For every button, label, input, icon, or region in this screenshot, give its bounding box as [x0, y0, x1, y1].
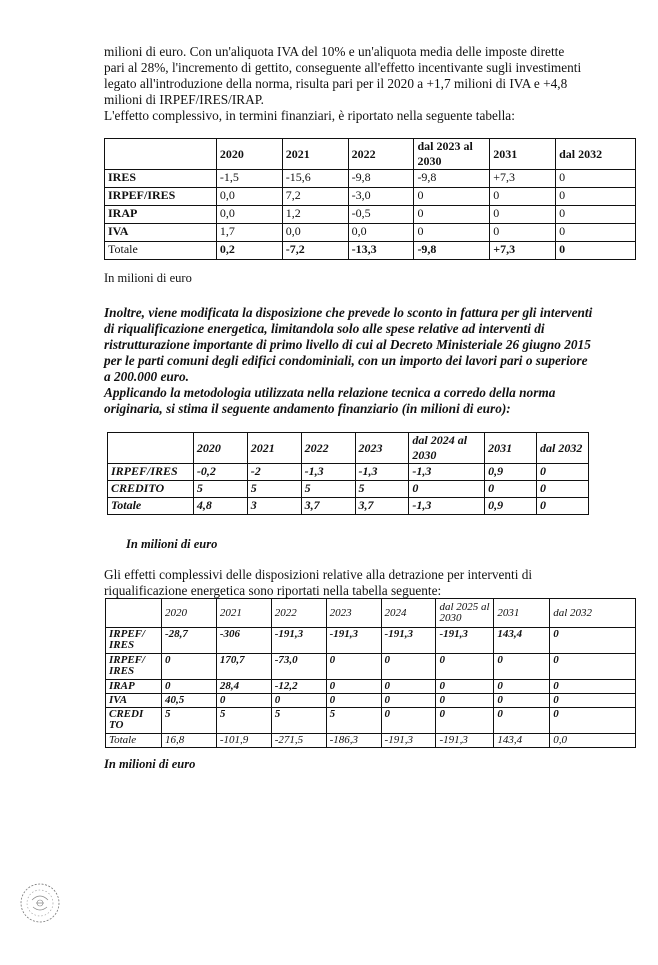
intro-line: L'effetto complessivo, in termini finanziari, è riportato nella seguente tabella: — [104, 108, 515, 123]
table-cell: 3,7 — [355, 498, 409, 515]
header-cell: 2022 — [301, 433, 355, 464]
table-cell: 0 — [556, 170, 636, 188]
header-cell: dal 2024 al 2030 — [409, 433, 485, 464]
header-cell: 2023 — [355, 433, 409, 464]
table-cell: -191,3 — [436, 628, 494, 654]
header-cell: 2021 — [216, 599, 271, 628]
table-cell: -1,3 — [301, 464, 355, 481]
table-cell: 0,9 — [485, 464, 537, 481]
table-header-row — [105, 139, 636, 170]
header-cell: 2031 — [485, 433, 537, 464]
table-cell: -1,3 — [409, 498, 485, 515]
table-cell: 0 — [436, 654, 494, 680]
header-cell: 2031 — [490, 139, 556, 170]
header-cell: dal 2025 al 2030 — [436, 599, 494, 628]
row-label: IRAP — [105, 206, 217, 224]
table-cell: 0 — [556, 242, 636, 260]
table-cell: 0 — [550, 654, 636, 680]
table-cell: 28,4 — [216, 680, 271, 694]
table-cell: 0 — [414, 206, 490, 224]
table-row — [108, 464, 589, 481]
row-label: IVA — [106, 694, 162, 708]
table-cell: -186,3 — [326, 734, 381, 748]
table-cell: 0 — [381, 708, 436, 734]
table-cell: -1,3 — [409, 464, 485, 481]
table-cell: 0 — [550, 628, 636, 654]
table-cell: 0 — [494, 680, 550, 694]
table-cell: 0,9 — [485, 498, 537, 515]
table-cell: -306 — [216, 628, 271, 654]
table-cell: 1,2 — [282, 206, 348, 224]
table-cell: 0 — [550, 680, 636, 694]
header-cell: 2021 — [247, 433, 301, 464]
paragraph-line: di riqualificazione energetica, limitandola solo alle spese relative ad interventi di — [104, 321, 545, 336]
table-cell: 143,4 — [494, 628, 550, 654]
table-header-row — [106, 599, 636, 628]
paragraph-line: Gli effetti complessivi delle disposizioni relative alla detrazione per interventi di — [104, 567, 533, 582]
row-label: IRAP — [106, 680, 162, 694]
header-cell: dal 2023 al 2030 — [414, 139, 490, 170]
intro-line: milioni di IRPEF/IRES/IRAP. — [104, 92, 264, 107]
table-overall-effects — [105, 598, 636, 748]
paragraph-line: Applicando la metodologia utilizzata nella relazione tecnica a corredo della norma — [104, 385, 556, 400]
table-row — [106, 694, 636, 708]
table-cell: 0,0 — [216, 188, 282, 206]
table-cell: 0 — [161, 654, 216, 680]
table-cell: 0 — [556, 188, 636, 206]
table-cell: 0 — [490, 224, 556, 242]
table-row — [105, 188, 636, 206]
table-cell: 5 — [247, 481, 301, 498]
table-cell: 16,8 — [161, 734, 216, 748]
row-label: CREDITO — [108, 481, 194, 498]
header-cell: dal 2032 — [550, 599, 636, 628]
table-cell: 143,4 — [494, 734, 550, 748]
table-cell: 0 — [381, 694, 436, 708]
table-cell: 3 — [247, 498, 301, 515]
header-cell: 2022 — [271, 599, 326, 628]
header-cell: 2024 — [381, 599, 436, 628]
table-header-row — [108, 433, 589, 464]
table-cell: 0 — [436, 708, 494, 734]
table-cell: -9,8 — [414, 242, 490, 260]
row-label: IRPEF/ IRES — [106, 654, 162, 680]
table-cell: 0 — [490, 188, 556, 206]
table-cell: 0 — [326, 680, 381, 694]
table-cell: 5 — [216, 708, 271, 734]
table-cell: -3,0 — [348, 188, 414, 206]
header-cell: 2020 — [161, 599, 216, 628]
table-cell: 0 — [409, 481, 485, 498]
table-cell: -191,3 — [381, 628, 436, 654]
paragraph-line: riqualificazione energetica sono riportati nella tabella seguente: — [104, 583, 442, 598]
table-note: In milioni di euro — [104, 271, 192, 285]
table-cell: 1,7 — [216, 224, 282, 242]
header-cell: 2020 — [216, 139, 282, 170]
header-cell — [106, 599, 162, 628]
table-total-row — [105, 242, 636, 260]
table-cell: -13,3 — [348, 242, 414, 260]
table-total-row — [106, 734, 636, 748]
table-row — [106, 680, 636, 694]
table-cell: -9,8 — [348, 170, 414, 188]
table-cell: 0 — [436, 680, 494, 694]
header-cell: 2021 — [282, 139, 348, 170]
table-cell: 0 — [494, 694, 550, 708]
table-cell: 0 — [485, 481, 537, 498]
table-cell: 0,0 — [282, 224, 348, 242]
table-cell: 5 — [161, 708, 216, 734]
table-cell: -9,8 — [414, 170, 490, 188]
table-cell: 3,7 — [301, 498, 355, 515]
table-cell: 0 — [436, 694, 494, 708]
table-cell: 7,2 — [282, 188, 348, 206]
table-cell: +7,3 — [490, 242, 556, 260]
table-cell: 5 — [271, 708, 326, 734]
table-cell: -1,5 — [216, 170, 282, 188]
table-discount-effects — [107, 432, 589, 515]
table-cell: 170,7 — [216, 654, 271, 680]
header-cell: dal 2032 — [556, 139, 636, 170]
table-cell: -73,0 — [271, 654, 326, 680]
header-cell: 2023 — [326, 599, 381, 628]
table-row — [108, 481, 589, 498]
row-label: Totale — [105, 242, 217, 260]
table-row — [106, 654, 636, 680]
intro-line: legato all'introduzione della norma, risulta pari per il 2020 a +1,7 milioni di IVA e +4,8 — [104, 76, 568, 91]
header-cell: 2031 — [494, 599, 550, 628]
table-cell: 5 — [355, 481, 409, 498]
table-cell: -191,3 — [271, 628, 326, 654]
table-cell: 0 — [271, 694, 326, 708]
row-label: Totale — [108, 498, 194, 515]
table-cell: -191,3 — [436, 734, 494, 748]
paragraph-line: a 200.000 euro. — [104, 369, 189, 384]
table-row — [105, 206, 636, 224]
table-cell: -191,3 — [326, 628, 381, 654]
row-label: IVA — [105, 224, 217, 242]
table-row — [105, 170, 636, 188]
header-cell: 2020 — [193, 433, 247, 464]
seal-stamp-icon — [18, 880, 62, 926]
header-cell — [108, 433, 194, 464]
paragraph-line: Inoltre, viene modificata la disposizione che prevede lo sconto in fattura per gli interventi — [104, 305, 593, 320]
header-cell: dal 2032 — [537, 433, 589, 464]
paragraph-line: originaria, si stima il seguente andamento finanziario (in milioni di euro): — [104, 401, 511, 416]
paragraph-line: per le parti comuni degli edifici condominiali, con un importo dei lavori pari o superiore — [104, 353, 588, 368]
table-cell: -7,2 — [282, 242, 348, 260]
table-cell: 0 — [556, 224, 636, 242]
table-cell: +7,3 — [490, 170, 556, 188]
table-cell: 0 — [494, 654, 550, 680]
table-cell: 0 — [381, 654, 436, 680]
table-cell: 0,0 — [348, 224, 414, 242]
intro-line: pari al 28%, l'incremento di gettito, conseguente all'effetto incentivante sugli investimenti — [104, 60, 582, 75]
table-row — [106, 628, 636, 654]
row-label: IRPEF/IRES — [108, 464, 194, 481]
table-cell: -1,3 — [355, 464, 409, 481]
table-cell: 0 — [537, 464, 589, 481]
table-cell: 0 — [537, 498, 589, 515]
table-row — [106, 708, 636, 734]
table-cell: 0 — [161, 680, 216, 694]
table-row — [105, 224, 636, 242]
table-total-row — [108, 498, 589, 515]
row-label: IRPEF/ IRES — [106, 628, 162, 654]
table-cell: -191,3 — [381, 734, 436, 748]
table-cell: 5 — [193, 481, 247, 498]
table-cell: -101,9 — [216, 734, 271, 748]
table-cell: -28,7 — [161, 628, 216, 654]
table-cell: -12,2 — [271, 680, 326, 694]
table-cell: -0,2 — [193, 464, 247, 481]
table-cell: 0 — [556, 206, 636, 224]
table-cell: 0,0 — [550, 734, 636, 748]
table-cell: 0 — [537, 481, 589, 498]
table-cell: 0,2 — [216, 242, 282, 260]
intro-line: milioni di euro. Con un'aliquota IVA del 10% e un'aliquota media delle imposte dirette — [104, 44, 565, 59]
table-cell: 0 — [490, 206, 556, 224]
table-cell: -15,6 — [282, 170, 348, 188]
table-cell: 0 — [326, 694, 381, 708]
table-cell: 0 — [550, 708, 636, 734]
table-cell: -271,5 — [271, 734, 326, 748]
paragraph-line: ristrutturazione importante di primo livello di cui al Decreto Ministeriale 26 giugno 2015 — [104, 337, 591, 352]
header-cell: 2022 — [348, 139, 414, 170]
table-cell: 40,5 — [161, 694, 216, 708]
table-cell: 5 — [326, 708, 381, 734]
row-label: Totale — [106, 734, 162, 748]
table-cell: 0 — [414, 188, 490, 206]
table-cell: 0 — [326, 654, 381, 680]
row-label: CREDI TO — [106, 708, 162, 734]
row-label: IRES — [105, 170, 217, 188]
table-cell: 0 — [216, 694, 271, 708]
table-cell: 5 — [301, 481, 355, 498]
table-tax-effects — [104, 138, 636, 260]
table-note: In milioni di euro — [104, 757, 196, 771]
row-label: IRPEF/IRES — [105, 188, 217, 206]
table-cell: -2 — [247, 464, 301, 481]
table-cell: -0,5 — [348, 206, 414, 224]
table-note: In milioni di euro — [126, 537, 218, 551]
table-cell: 0 — [414, 224, 490, 242]
table-cell: 0 — [494, 708, 550, 734]
table-cell: 4,8 — [193, 498, 247, 515]
table-cell: 0 — [381, 680, 436, 694]
table-cell: 0 — [550, 694, 636, 708]
table-cell: 0,0 — [216, 206, 282, 224]
header-cell — [105, 139, 217, 170]
